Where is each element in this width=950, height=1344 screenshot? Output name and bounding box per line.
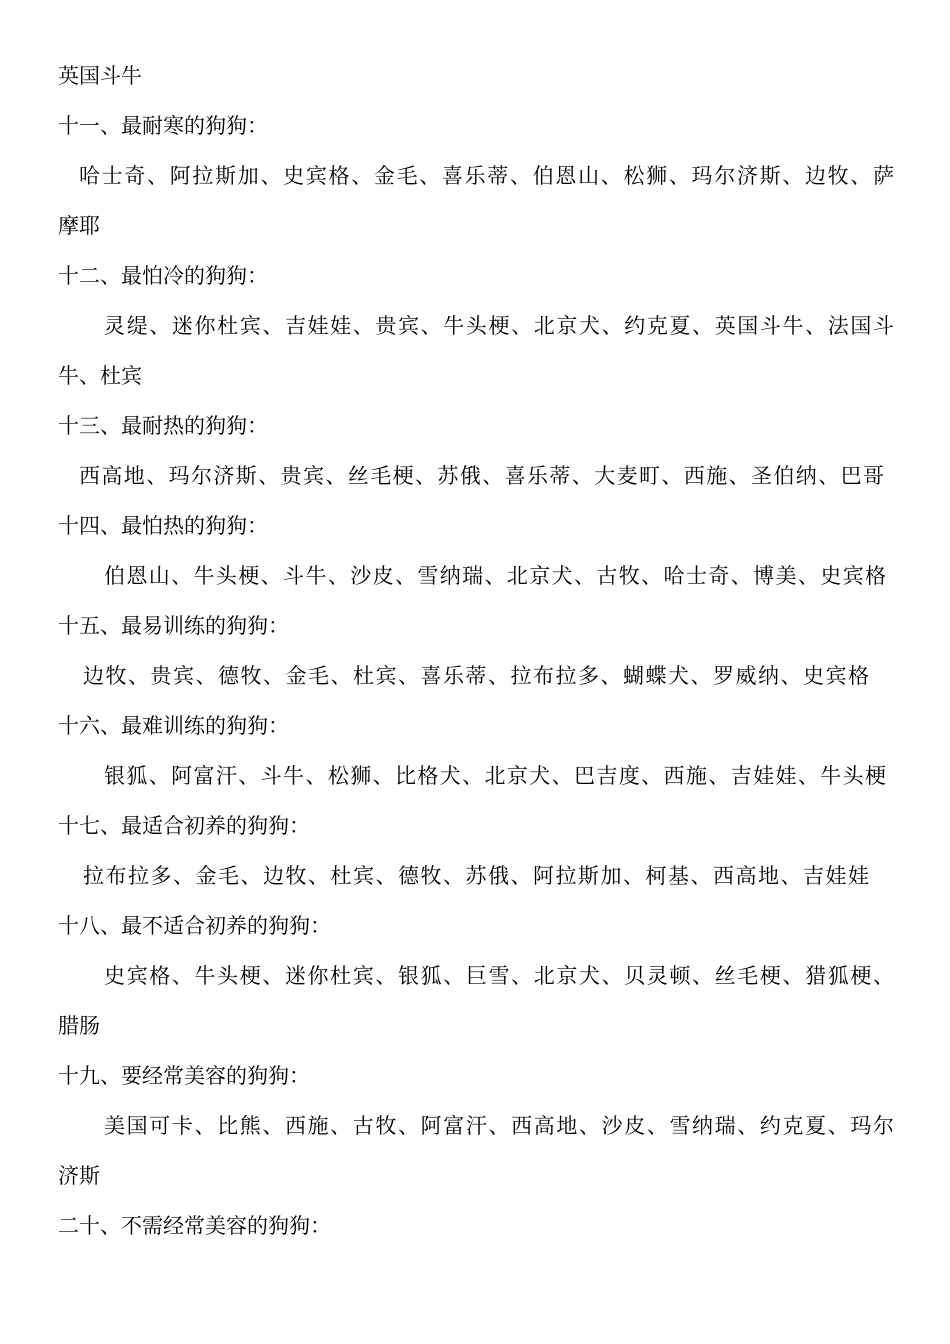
list-line: 腊肠 [58,1014,100,1038]
section-heading: 十三、最耐热的狗狗： [58,414,268,438]
section-heading: 十一、最耐寒的狗狗： [58,114,268,138]
section-heading: 十五、最易训练的狗狗： [58,614,289,638]
list-line: 拉布拉多、金毛、边牧、杜宾、德牧、苏俄、阿拉斯加、柯基、西高地、吉娃娃 [83,864,869,888]
list-line: 灵缇、迷你杜宾、吉娃娃、贵宾、牛头梗、北京犬、约克夏、英国斗牛、法国斗 [104,314,894,338]
section-heading: 十六、最难训练的狗狗： [58,714,289,738]
section-heading: 十四、最怕热的狗狗： [58,514,268,538]
list-line: 美国可卡、比熊、西施、古牧、阿富汗、西高地、沙皮、雪纳瑞、约克夏、玛尔 [104,1114,894,1138]
section-heading: 十九、要经常美容的狗狗： [58,1064,310,1088]
list-line: 银狐、阿富汗、斗牛、松狮、比格犬、北京犬、巴吉度、西施、吉娃娃、牛头梗 [104,764,886,788]
list-line: 摩耶 [58,214,100,238]
list-line: 伯恩山、牛头梗、斗牛、沙皮、雪纳瑞、北京犬、古牧、哈士奇、博美、史宾格 [104,564,886,588]
list-line: 边牧、贵宾、德牧、金毛、杜宾、喜乐蒂、拉布拉多、蝴蝶犬、罗威纳、史宾格 [83,664,869,688]
list-line: 哈士奇、阿拉斯加、史宾格、金毛、喜乐蒂、伯恩山、松狮、玛尔济斯、边牧、萨 [79,164,894,188]
text-line: 英国斗牛 [58,64,142,88]
list-line: 牛、杜宾 [58,364,142,388]
section-heading: 二十、不需经常美容的狗狗： [58,1214,331,1238]
list-line: 西高地、玛尔济斯、贵宾、丝毛梗、苏俄、喜乐蒂、大麦町、西施、圣伯纳、巴哥 [79,464,884,488]
section-heading: 十七、最适合初养的狗狗： [58,814,310,838]
section-heading: 十二、最怕冷的狗狗： [58,264,268,288]
list-line: 济斯 [58,1164,100,1188]
list-line: 史宾格、牛头梗、迷你杜宾、银狐、巨雪、北京犬、贝灵顿、丝毛梗、猎狐梗、 [104,964,894,988]
section-heading: 十八、最不适合初养的狗狗： [58,914,331,938]
